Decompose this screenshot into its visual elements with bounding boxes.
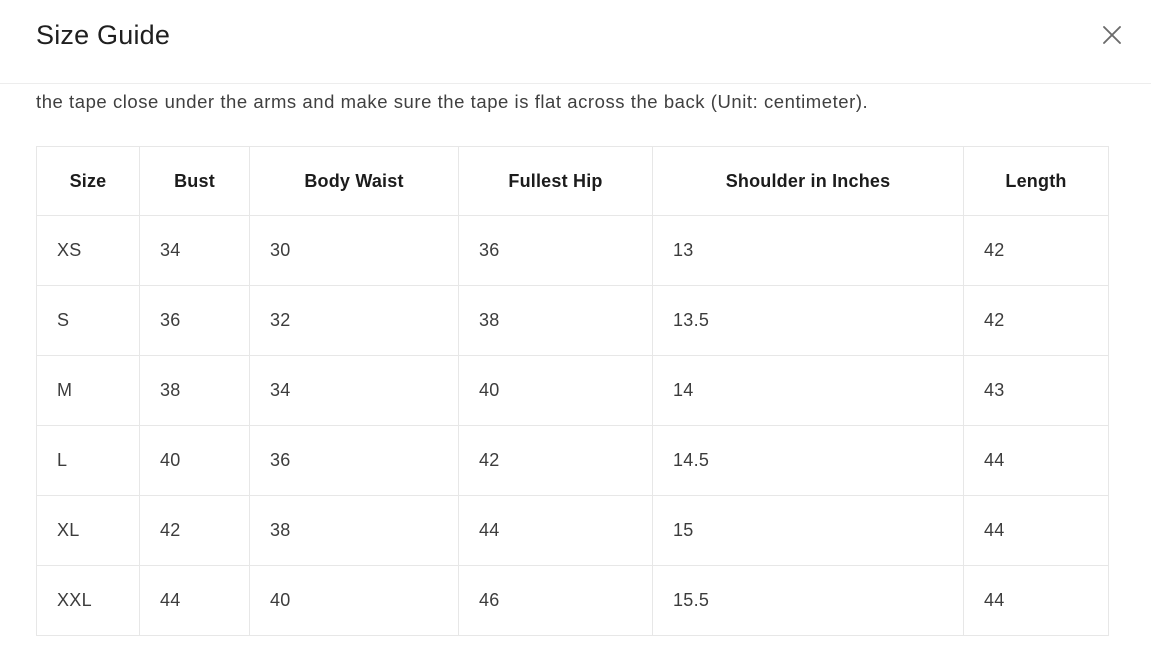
table-cell: 44 [964, 496, 1109, 566]
table-cell: 40 [250, 566, 459, 636]
table-cell: 34 [140, 216, 250, 286]
table-cell: 42 [140, 496, 250, 566]
table-cell: M [37, 356, 140, 426]
table-cell: XS [37, 216, 140, 286]
table-cell: S [37, 286, 140, 356]
table-cell: 38 [250, 496, 459, 566]
table-cell: 44 [964, 566, 1109, 636]
size-guide-description: the tape close under the arms and make sure the tape is flat across the back (Unit: centimeter). [36, 91, 869, 112]
table-cell: 15 [653, 496, 964, 566]
modal-header [0, 0, 1151, 84]
close-button[interactable] [1099, 22, 1125, 48]
table-row [37, 426, 1109, 496]
table-cell: 40 [459, 356, 653, 426]
size-guide-table [36, 146, 1109, 636]
table-cell: 13.5 [653, 286, 964, 356]
table-header-cell: Size [37, 147, 140, 216]
table-cell: 36 [250, 426, 459, 496]
table-cell: 14.5 [653, 426, 964, 496]
table-row [37, 566, 1109, 636]
table-cell: 44 [964, 426, 1109, 496]
table-cell: 36 [140, 286, 250, 356]
table-header-cell: Fullest Hip [459, 147, 653, 216]
table-cell: 42 [964, 216, 1109, 286]
table-cell: 32 [250, 286, 459, 356]
table-cell: 42 [964, 286, 1109, 356]
table-row [37, 286, 1109, 356]
table-cell: XXL [37, 566, 140, 636]
table-cell: 34 [250, 356, 459, 426]
table-header-cell: Body Waist [250, 147, 459, 216]
table-cell: 44 [459, 496, 653, 566]
table-cell: 42 [459, 426, 653, 496]
table-header-cell: Shoulder in Inches [653, 147, 964, 216]
table-cell: 43 [964, 356, 1109, 426]
table-cell: 36 [459, 216, 653, 286]
table-cell: 46 [459, 566, 653, 636]
table-cell: 40 [140, 426, 250, 496]
table-cell: XL [37, 496, 140, 566]
close-icon [1101, 24, 1123, 46]
table-row [37, 216, 1109, 286]
table-cell: 15.5 [653, 566, 964, 636]
modal-title: Size Guide [36, 20, 171, 50]
table-cell: 13 [653, 216, 964, 286]
table-cell: L [37, 426, 140, 496]
table-row [37, 356, 1109, 426]
table-row [37, 496, 1109, 566]
table-header-cell: Bust [140, 147, 250, 216]
table-cell: 30 [250, 216, 459, 286]
table-header-row [37, 147, 1109, 216]
size-table-body [37, 216, 1109, 636]
table-cell: 44 [140, 566, 250, 636]
table-cell: 14 [653, 356, 964, 426]
table-cell: 38 [459, 286, 653, 356]
table-header-cell: Length [964, 147, 1109, 216]
table-cell: 38 [140, 356, 250, 426]
